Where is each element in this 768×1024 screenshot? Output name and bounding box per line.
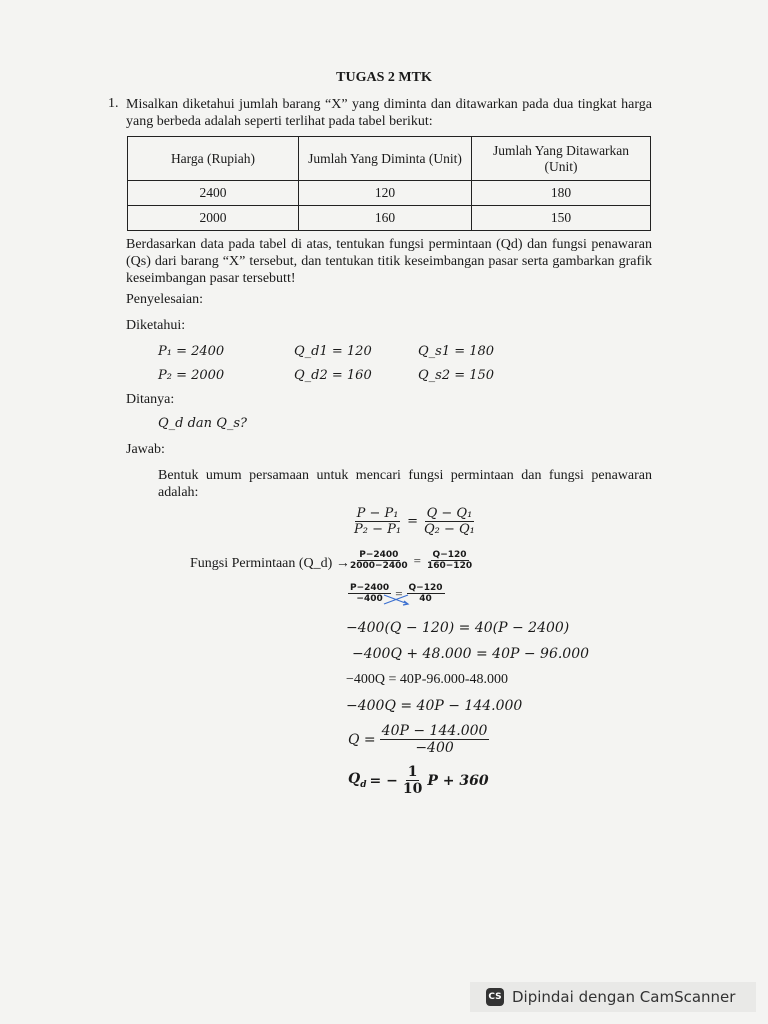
step7-num: 40P − 144.000 [381,723,488,739]
question-text: Misalkan diketahui jumlah barang “X” yang diminta dan ditawarkan pada dua tingkat harga yang berbeda adalah seperti terlihat pada tabel berikut: [126,97,652,129]
table-cell: 2000 [128,206,299,231]
table-header: Jumlah Yang Ditawarkan (Unit) [472,137,651,181]
step1-lhs-num: P−2400 [359,550,399,560]
asked-text: Q_d dan Q_s? [158,416,247,431]
step4-equation: −400Q + 48.000 = 40P − 96.000 [352,646,590,662]
question-number: 1. [108,96,119,111]
step2-rhs-num: Q−120 [408,583,443,593]
demand-label: Fungsi Permintaan (Q_d) → [190,556,350,571]
demand-result [348,764,489,797]
formula-rhs-num: Q − Q₁ [426,506,473,521]
answer-label: Jawab: [126,442,165,457]
camscanner-text: Dipindai dengan CamScanner [512,988,736,1006]
step1-fraction: $\frac{P-2400}{2000-2400}$ = $\frac{Q-120}{160-120}$ [350,550,473,571]
page-title: TUGAS 2 MTK [336,70,432,85]
table-cell: 160 [299,206,472,231]
table-header-row [128,137,651,181]
table-cell: 180 [472,181,651,206]
table-header: Harga (Rupiah) [128,137,299,181]
step1-lhs-den: 2000−2400 [350,561,408,571]
step7-lhs: Q = [348,731,376,748]
asked-label: Ditanya: [126,392,175,407]
known-qs1: Q_s1 = 180 [418,344,495,359]
data-table [127,136,651,231]
result-lhs: Q [348,771,361,788]
step3-equation: −400(Q − 120) = 40(P − 2400) [346,620,570,636]
general-formula: $\frac{\text{P − P₁}}{\text{P₂ − P₁}}$ = $\frac{\text{Q − Q₁}}{\text{Q₂ − Q₁}}$ [354,506,475,537]
camscanner-watermark [470,982,756,1012]
result-den: 10 [402,781,423,797]
result-num: 1 [407,764,418,780]
instruction-text: Berdasarkan data pada tabel di atas, tentukan fungsi permintaan (Qd) dan fungsi penawaran (Qs) dari barang “X” tersebut, dan tentukan titik keseimbangan pasar serta gambarkan grafik keseimbangan pasar tersebutt! [126,237,652,286]
step7-equation [348,723,489,756]
table-cell: 120 [299,181,472,206]
step2-rhs-den: 40 [419,594,432,604]
step6-equation: −400Q = 40P − 144.000 [346,698,523,714]
table-row [128,181,651,206]
table-header: Jumlah Yang Diminta (Unit) [299,137,472,181]
answer-intro: Bentuk umum persamaan untuk mencari fungsi permintaan dan fungsi penawaran adalah: [158,468,652,500]
known-p2: P₂ = 2000 [158,368,225,383]
known-label: Diketahui: [126,318,186,333]
step2-lhs-num: P−2400 [350,583,390,593]
known-p1: P₁ = 2400 [158,344,225,359]
solution-label: Penyelesaian: [126,292,203,307]
step7-den: −400 [415,740,454,756]
table-cell: 150 [472,206,651,231]
step1-rhs-den: 160−120 [426,561,473,571]
cross-multiply-arrows-icon [382,592,412,608]
formula-rhs-den: Q₂ − Q₁ [423,522,475,537]
step1-rhs-num: Q−120 [432,550,467,560]
known-qd1: Q_d1 = 120 [294,344,372,359]
step5-equation: −400Q = 40P-96.000-48.000 [346,672,509,687]
step2-fraction: $\frac{P-2400}{-400}$ = $\frac{Q-120}{40}$ [350,583,443,604]
result-eq: = − [369,772,398,789]
table-row [128,206,651,231]
known-qs2: Q_s2 = 150 [418,368,495,383]
formula-lhs-den: P₂ − P₁ [354,522,402,537]
result-rest: P + 360 [427,772,489,789]
step2-lhs-den: −400 [356,594,383,604]
camscanner-logo-icon: CS [486,988,504,1006]
formula-lhs-num: P − P₁ [356,506,399,521]
table-cell: 2400 [128,181,299,206]
known-qd2: Q_d2 = 160 [294,368,372,383]
result-sub: d [360,779,367,790]
